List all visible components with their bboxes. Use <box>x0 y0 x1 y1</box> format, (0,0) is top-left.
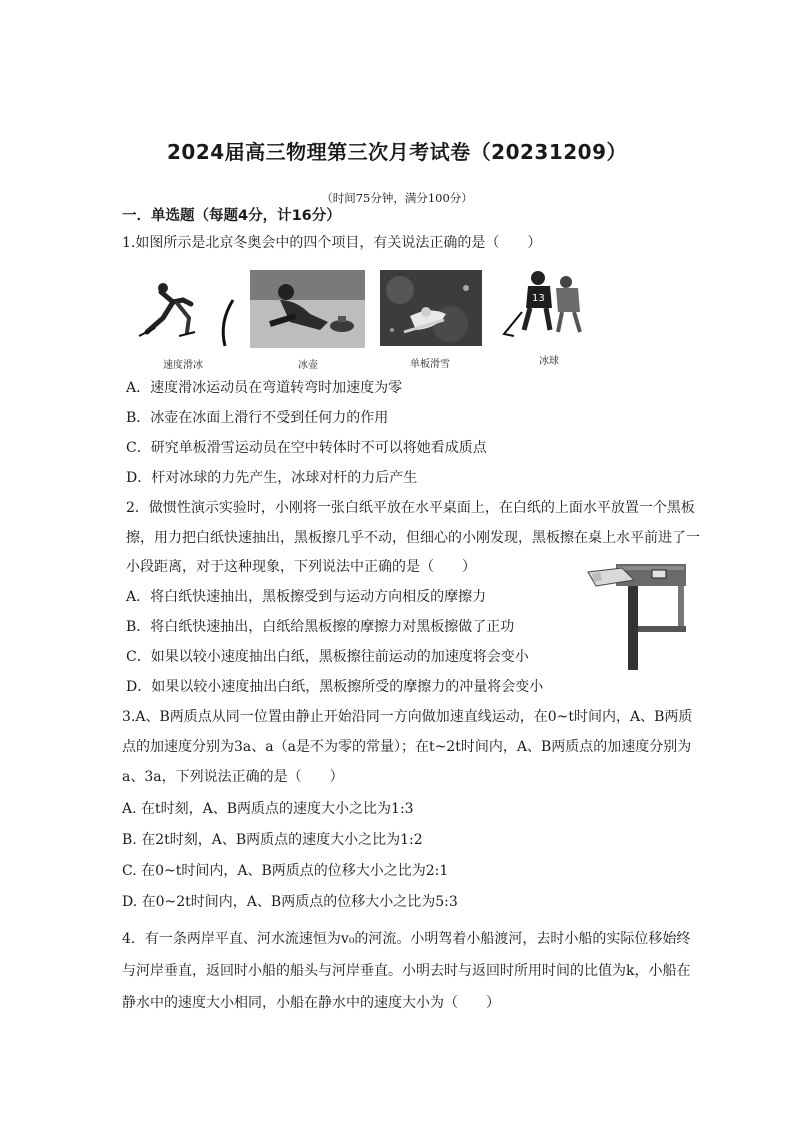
svg-text:13: 13 <box>532 293 545 304</box>
q2-option-d: D．如果以较小速度抽出白纸，黑板擦所受的摩擦力的冲量将会变小 <box>126 679 544 695</box>
q2-option-a: A．将白纸快速抽出，黑板擦受到与运动方向相反的摩擦力 <box>126 589 487 605</box>
caption-ice-hockey: 冰球 <box>539 356 559 367</box>
q1-option-d: D．杆对冰球的力先产生，冰球对杆的力后产生 <box>126 470 418 486</box>
q3-option-c: C. 在0~t时间内，A、B两质点的位移大小之比为2:1 <box>122 863 449 879</box>
q2-stem-line-1: 2．做惯性演示实验时，小刚将一张白纸平放在水平桌面上，在白纸的上面水平放置一个黑板 <box>126 500 695 516</box>
q3-stem-line-2: 点的加速度分别为3a、a（a是不为零的常量）；在t~2t时间内，A、B两质点的加速度分别为 <box>122 739 692 755</box>
caption-curling: 冰壶 <box>298 360 318 371</box>
q4-stem-line-2: 与河岸垂直，返回时小船的船头与河岸垂直。小明去时与返回时所用时间的比值为k，小船在 <box>122 963 691 979</box>
speed-skating-photo <box>133 270 243 348</box>
table-eraser-illustration <box>582 558 688 670</box>
q2-option-c: C．如果以较小速度抽出白纸，黑板擦往前运动的加速度将会变小 <box>126 649 529 665</box>
q1-option-a: A．速度滑冰运动员在弯道转弯时加速度为零 <box>126 380 403 396</box>
caption-snowboarding: 单板滑雪 <box>410 359 450 370</box>
q3-option-a: A. 在t时刻，A、B两质点的速度大小之比为1:3 <box>122 801 414 817</box>
exam-subtitle: （时间75分钟，满分100分） <box>321 191 473 205</box>
q3-stem-line-1: 3.A、B两质点从同一位置由静止开始沿同一方向做加速直线运动，在0~t时间内，A、B两质 <box>122 709 693 725</box>
curling-photo <box>250 270 365 348</box>
q2-option-b: B．将白纸快速抽出，白纸给黑板擦的摩擦力对黑板擦做了正功 <box>126 619 515 635</box>
q4-stem-line-3: 静水中的速度大小相同，小船在静水中的速度大小为（ ） <box>122 995 500 1011</box>
exam-title: 2024届高三物理第三次月考试卷（20231209） <box>167 140 627 164</box>
q1-option-c: C．研究单板滑雪运动员在空中转体时不可以将她看成质点 <box>126 440 487 456</box>
ice-hockey-photo <box>494 268 602 346</box>
q2-stem-line-2: 擦，用力把白纸快速抽出，黑板擦几乎不动，但细心的小刚发现，黑板擦在桌上水平前进了一 <box>126 530 700 546</box>
q4-stem-line-1: 4．有一条两岸平直、河水流速恒为v₀的河流。小明驾着小船渡河，去时小船的实际位移始终 <box>122 931 691 947</box>
section-heading: 一．单选题（每题4分，计16分） <box>122 208 341 224</box>
q1-option-b: B．冰壶在冰面上滑行不受到任何力的作用 <box>126 410 389 426</box>
snowboarding-photo <box>380 270 482 346</box>
caption-speed-skating: 速度滑冰 <box>163 360 203 371</box>
q2-stem-line-3: 小段距离，对于这种现象，下列说法中正确的是（ ） <box>126 559 476 575</box>
q1-stem: 1.如图所示是北京冬奥会中的四个项目，有关说法正确的是（ ） <box>122 235 542 251</box>
q3-option-b: B. 在2t时刻，A、B两质点的速度大小之比为1:2 <box>122 832 423 848</box>
q3-stem-line-3: a、3a，下列说法正确的是（ ） <box>122 769 344 785</box>
q3-option-d: D. 在0~2t时间内，A、B两质点的位移大小之比为5:3 <box>122 894 458 910</box>
